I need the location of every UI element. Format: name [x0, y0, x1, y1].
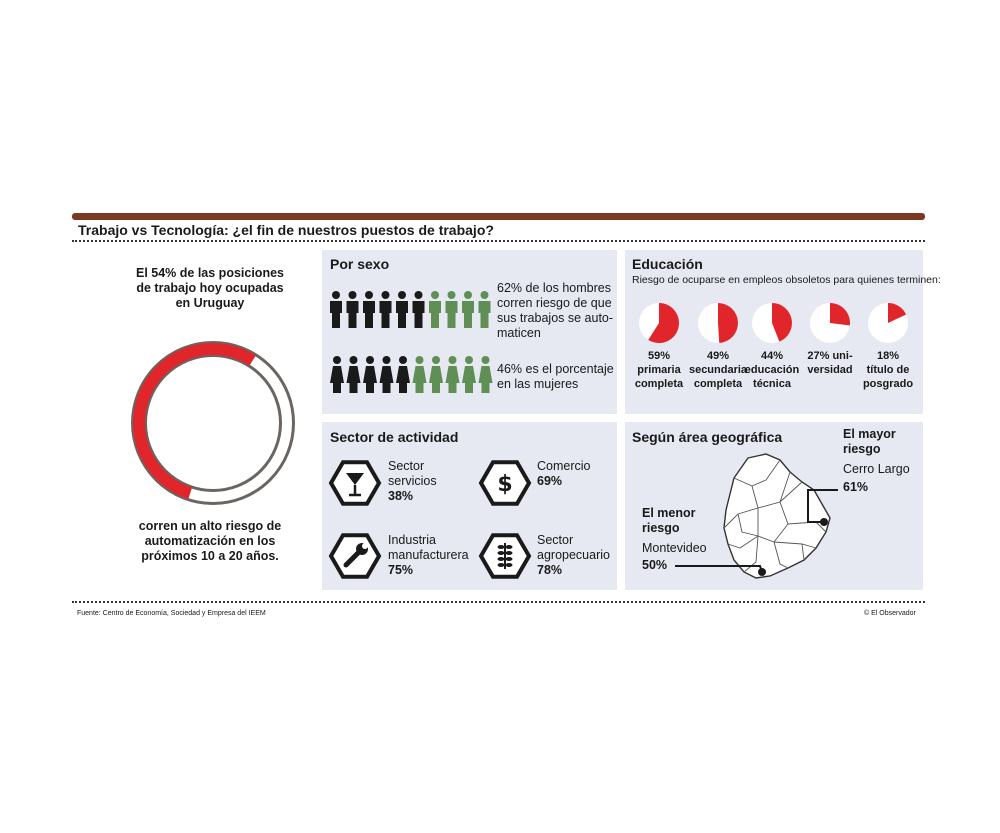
- education-label-line: 44%: [760, 350, 784, 362]
- geo-min-value: 50%: [642, 558, 668, 572]
- education-label-line: técnica: [753, 378, 791, 390]
- education-label-line: posgrado: [862, 378, 914, 390]
- uruguay-map: [718, 452, 836, 582]
- education-label-line: título de: [866, 364, 910, 376]
- sector-item-servicios: Sector servicios 38%: [388, 459, 437, 503]
- intro-top: El 54% de las posiciones de trabajo hoy ocupadas en Uruguay: [136, 266, 284, 310]
- geo-min-title: El menor riesgo: [642, 506, 696, 535]
- divider-bottom: [72, 601, 925, 603]
- educacion-subtitle: Riesgo de ocuparse en empleos obsoletos para quienes terminen:: [632, 274, 941, 286]
- geo-min-place: Montevideo: [642, 541, 707, 555]
- educacion-title: Educación: [632, 256, 703, 272]
- education-label-line: 59%: [647, 350, 671, 362]
- sector-item-agropecuario: Sector agropecuario 78%: [537, 533, 610, 577]
- wrench-icon: [331, 535, 379, 577]
- education-label-line: completa: [634, 378, 684, 390]
- geo-max-place: Cerro Largo: [843, 462, 910, 476]
- geo-title: Según área geográfica: [632, 429, 783, 445]
- por-sexo-title: Por sexo: [330, 256, 390, 272]
- top-bar: [72, 213, 925, 220]
- dollar-icon: [481, 462, 529, 504]
- svg-text:$: $: [497, 472, 513, 497]
- education-label-line: 18%: [876, 350, 900, 362]
- education-label-line: primaria: [637, 364, 681, 376]
- education-label: [850, 349, 926, 391]
- sector-item-comercio: Comercio 69%: [537, 459, 591, 488]
- geo-max-title: El mayor riesgo: [843, 427, 896, 456]
- sector-item-industria: Industria manufacturera 75%: [388, 533, 469, 577]
- source-note: Fuente: Centro de Economía, Sociedad y Empresa del IEEM: [77, 610, 266, 617]
- divider-top: [72, 240, 925, 242]
- women-text: 46% es el porcentaje en las mujeres: [497, 362, 614, 391]
- education-label-line: versidad: [807, 364, 853, 376]
- credit: © El Observador: [864, 610, 916, 617]
- education-label-line: completa: [693, 378, 743, 390]
- education-label-line: secundaria: [688, 364, 748, 376]
- intro-bottom: corren un alto riesgo de automatización en los próximos 10 a 20 años.: [138, 519, 282, 563]
- ring-risk-arc: [139, 349, 253, 493]
- wheat-icon: [481, 535, 529, 577]
- education-label-line: educación: [744, 364, 800, 376]
- education-label-line: 49%: [706, 350, 730, 362]
- sector-title: Sector de actividad: [330, 429, 459, 445]
- page-title: Trabajo vs Tecnología: ¿el fin de nuestros puestos de trabajo?: [78, 222, 494, 238]
- geo-max-value: 61%: [843, 480, 869, 494]
- education-label-line: 27% uni-: [807, 350, 853, 362]
- men-text: 62% de los hombres corren riesgo de que sus trabajos se auto- maticen: [497, 281, 614, 340]
- cocktail-icon: [331, 462, 379, 504]
